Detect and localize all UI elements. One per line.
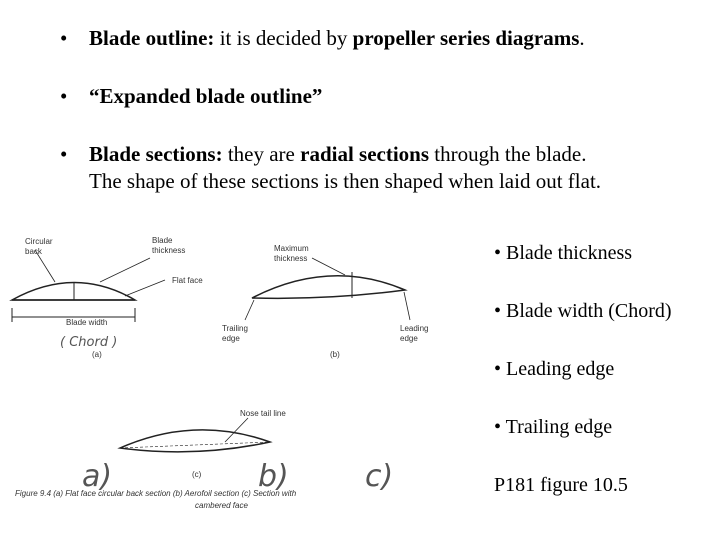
bullet-emphasis: propeller series diagrams [352, 26, 580, 50]
label-leading: Leading [400, 324, 429, 333]
section-a-diagram [12, 236, 203, 359]
label-thickness: thickness [274, 254, 308, 263]
leader-line [225, 418, 248, 442]
leader-line [100, 258, 150, 282]
bullet-blade-outline [60, 25, 700, 53]
list-item-leading-edge: • Leading edge [494, 358, 615, 380]
blade-section-figure [0, 220, 480, 520]
bullet-body: they are [222, 142, 301, 166]
handwritten-c: c) [365, 459, 394, 494]
leader-line [245, 300, 254, 320]
label-trailing: Trailing [222, 324, 248, 333]
label-edge: edge [400, 334, 418, 343]
tag-a: (a) [92, 350, 102, 359]
label-circular: Circular [25, 237, 53, 246]
label-nose-tail-line: Nose tail line [240, 409, 286, 418]
figure-caption-continued: cambered face [195, 501, 248, 510]
bullet-dot: • [60, 84, 68, 108]
tag-b: (b) [330, 350, 340, 359]
bullet-term: “Expanded blade outline” [89, 84, 323, 108]
bullet-line-1 [89, 141, 601, 168]
section-c-profile [120, 430, 270, 452]
bullet-dot: • [60, 142, 68, 166]
list-item-trailing-edge: • Trailing edge [494, 416, 613, 438]
leader-line [312, 258, 345, 275]
figure-caption: Figure 9.4 (a) Flat face circular back section (b) Aerofoil section (c) Section with [15, 489, 297, 498]
bullet-term: Blade outline: [89, 26, 215, 50]
bullet-term: Blade sections: [89, 142, 223, 166]
bullet-text [89, 25, 585, 52]
section-b-diagram [222, 244, 428, 359]
leader-line [404, 292, 410, 320]
figure-reference: P181 figure 10.5 [494, 474, 628, 496]
bullet-tail: . [579, 26, 585, 50]
label-maximum: Maximum [274, 244, 309, 253]
bullet-line-2: The shape of these sections is then shaped when laid out flat. [89, 169, 602, 193]
bullet-tail: through the blade. [429, 142, 587, 166]
nose-tail-line [120, 442, 270, 448]
tag-c: (c) [192, 470, 202, 479]
bullet-body: it is decided by [214, 26, 353, 50]
bullet-dot: • [60, 26, 68, 50]
handwritten-a: a) [82, 459, 113, 494]
bullet-expanded-outline [60, 83, 700, 111]
label-flat-face: Flat face [172, 276, 203, 285]
section-b-profile [252, 276, 405, 299]
bullet-emphasis: radial sections [300, 142, 430, 166]
handwritten-chord: ( Chord ) [60, 335, 118, 350]
leader-line [125, 280, 165, 296]
label-back: back [25, 247, 42, 256]
bullet-blade-sections [60, 141, 710, 197]
label-blade-width: Blade width [66, 318, 108, 327]
label-edge: edge [222, 334, 240, 343]
label-blade: Blade [152, 236, 173, 245]
label-thickness: thickness [152, 246, 186, 255]
list-item-blade-width: • Blade width (Chord) [494, 300, 672, 322]
handwritten-b: b) [258, 459, 289, 494]
bullet-text [89, 141, 601, 195]
list-item-blade-thickness: • Blade thickness [494, 242, 633, 264]
